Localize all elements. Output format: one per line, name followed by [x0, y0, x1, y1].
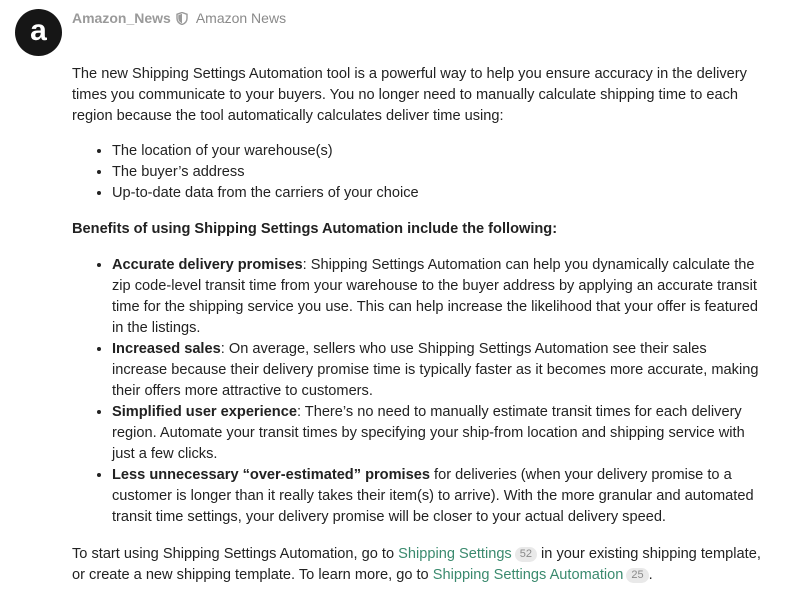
benefits-list [72, 255, 764, 528]
closing-paragraph [72, 544, 764, 586]
benefit-text: : Shipping Settings Automation can help you dynamically calculate the zip code-level transit time from your warehouse to the buyer address by applying an accurate transit time for the shipping service you use. This can help increase the likelihood that your offer is featured in the listings. [112, 257, 759, 336]
link-click-count: 25 [626, 568, 648, 583]
benefit-title: Simplified user experience [112, 404, 297, 420]
shield-icon [176, 12, 188, 25]
benefit-item [112, 402, 764, 465]
list-item: • The location of your warehouse(s) [112, 141, 764, 162]
benefit-text: : There’s no need to manually estimate transit times for each delivery region. Automate your transit times by specifying your ship-from location and shipping service with just a few clicks. [112, 404, 745, 462]
list-item: • Up-to-date data from the carriers of your choice [112, 183, 764, 204]
benefit-item [112, 255, 764, 339]
closing-text: To start using Shipping Settings Automation, go to [72, 546, 399, 562]
post-body [72, 64, 764, 586]
benefit-item [112, 465, 764, 528]
benefit-text: for deliveries (when your delivery promise to a customer is longer than it really takes their item(s) to arrive). With the more granular and automated transit time settings, your delivery promise will be closer to your actual delivery speed. [112, 467, 754, 525]
benefit-title: Accurate delivery promises [112, 257, 303, 273]
amazon-logo-letter: a [30, 13, 47, 47]
location-list [72, 141, 764, 204]
benefit-item [112, 339, 764, 402]
closing-text: in your existing shipping template, or create a new shipping template. To learn more, go to [72, 546, 761, 583]
link-click-count: 52 [515, 547, 537, 562]
benefit-text: : On average, sellers who use Shipping Settings Automation see their sales increase because their delivery promise time is typically faster as it becomes more accurate, making their offers more attractive to customers. [112, 341, 759, 399]
full-name: Amazon News [195, 10, 287, 26]
post-header [72, 10, 286, 26]
closing-text: . [648, 567, 653, 583]
shipping-settings-link[interactable]: Shipping Settings [398, 546, 512, 562]
shipping-settings-automation-link[interactable]: Shipping Settings Automation [432, 567, 624, 583]
username[interactable]: Amazon_News [72, 10, 171, 26]
benefit-title: Less unnecessary “over-estimated” promises [112, 467, 430, 483]
benefit-title: Increased sales [112, 341, 221, 357]
intro-paragraph: The new Shipping Settings Automation tool is a powerful way to help you ensure accuracy in the delivery times you communicate to your buyers. You no longer need to manually calculate shipping time to each region because the tool automatically calculates deliver time using: [72, 66, 747, 124]
list-item: • The buyer’s address [112, 162, 764, 183]
benefits-heading: Benefits of using Shipping Settings Automation include the following: [72, 221, 558, 237]
avatar[interactable] [15, 9, 62, 56]
